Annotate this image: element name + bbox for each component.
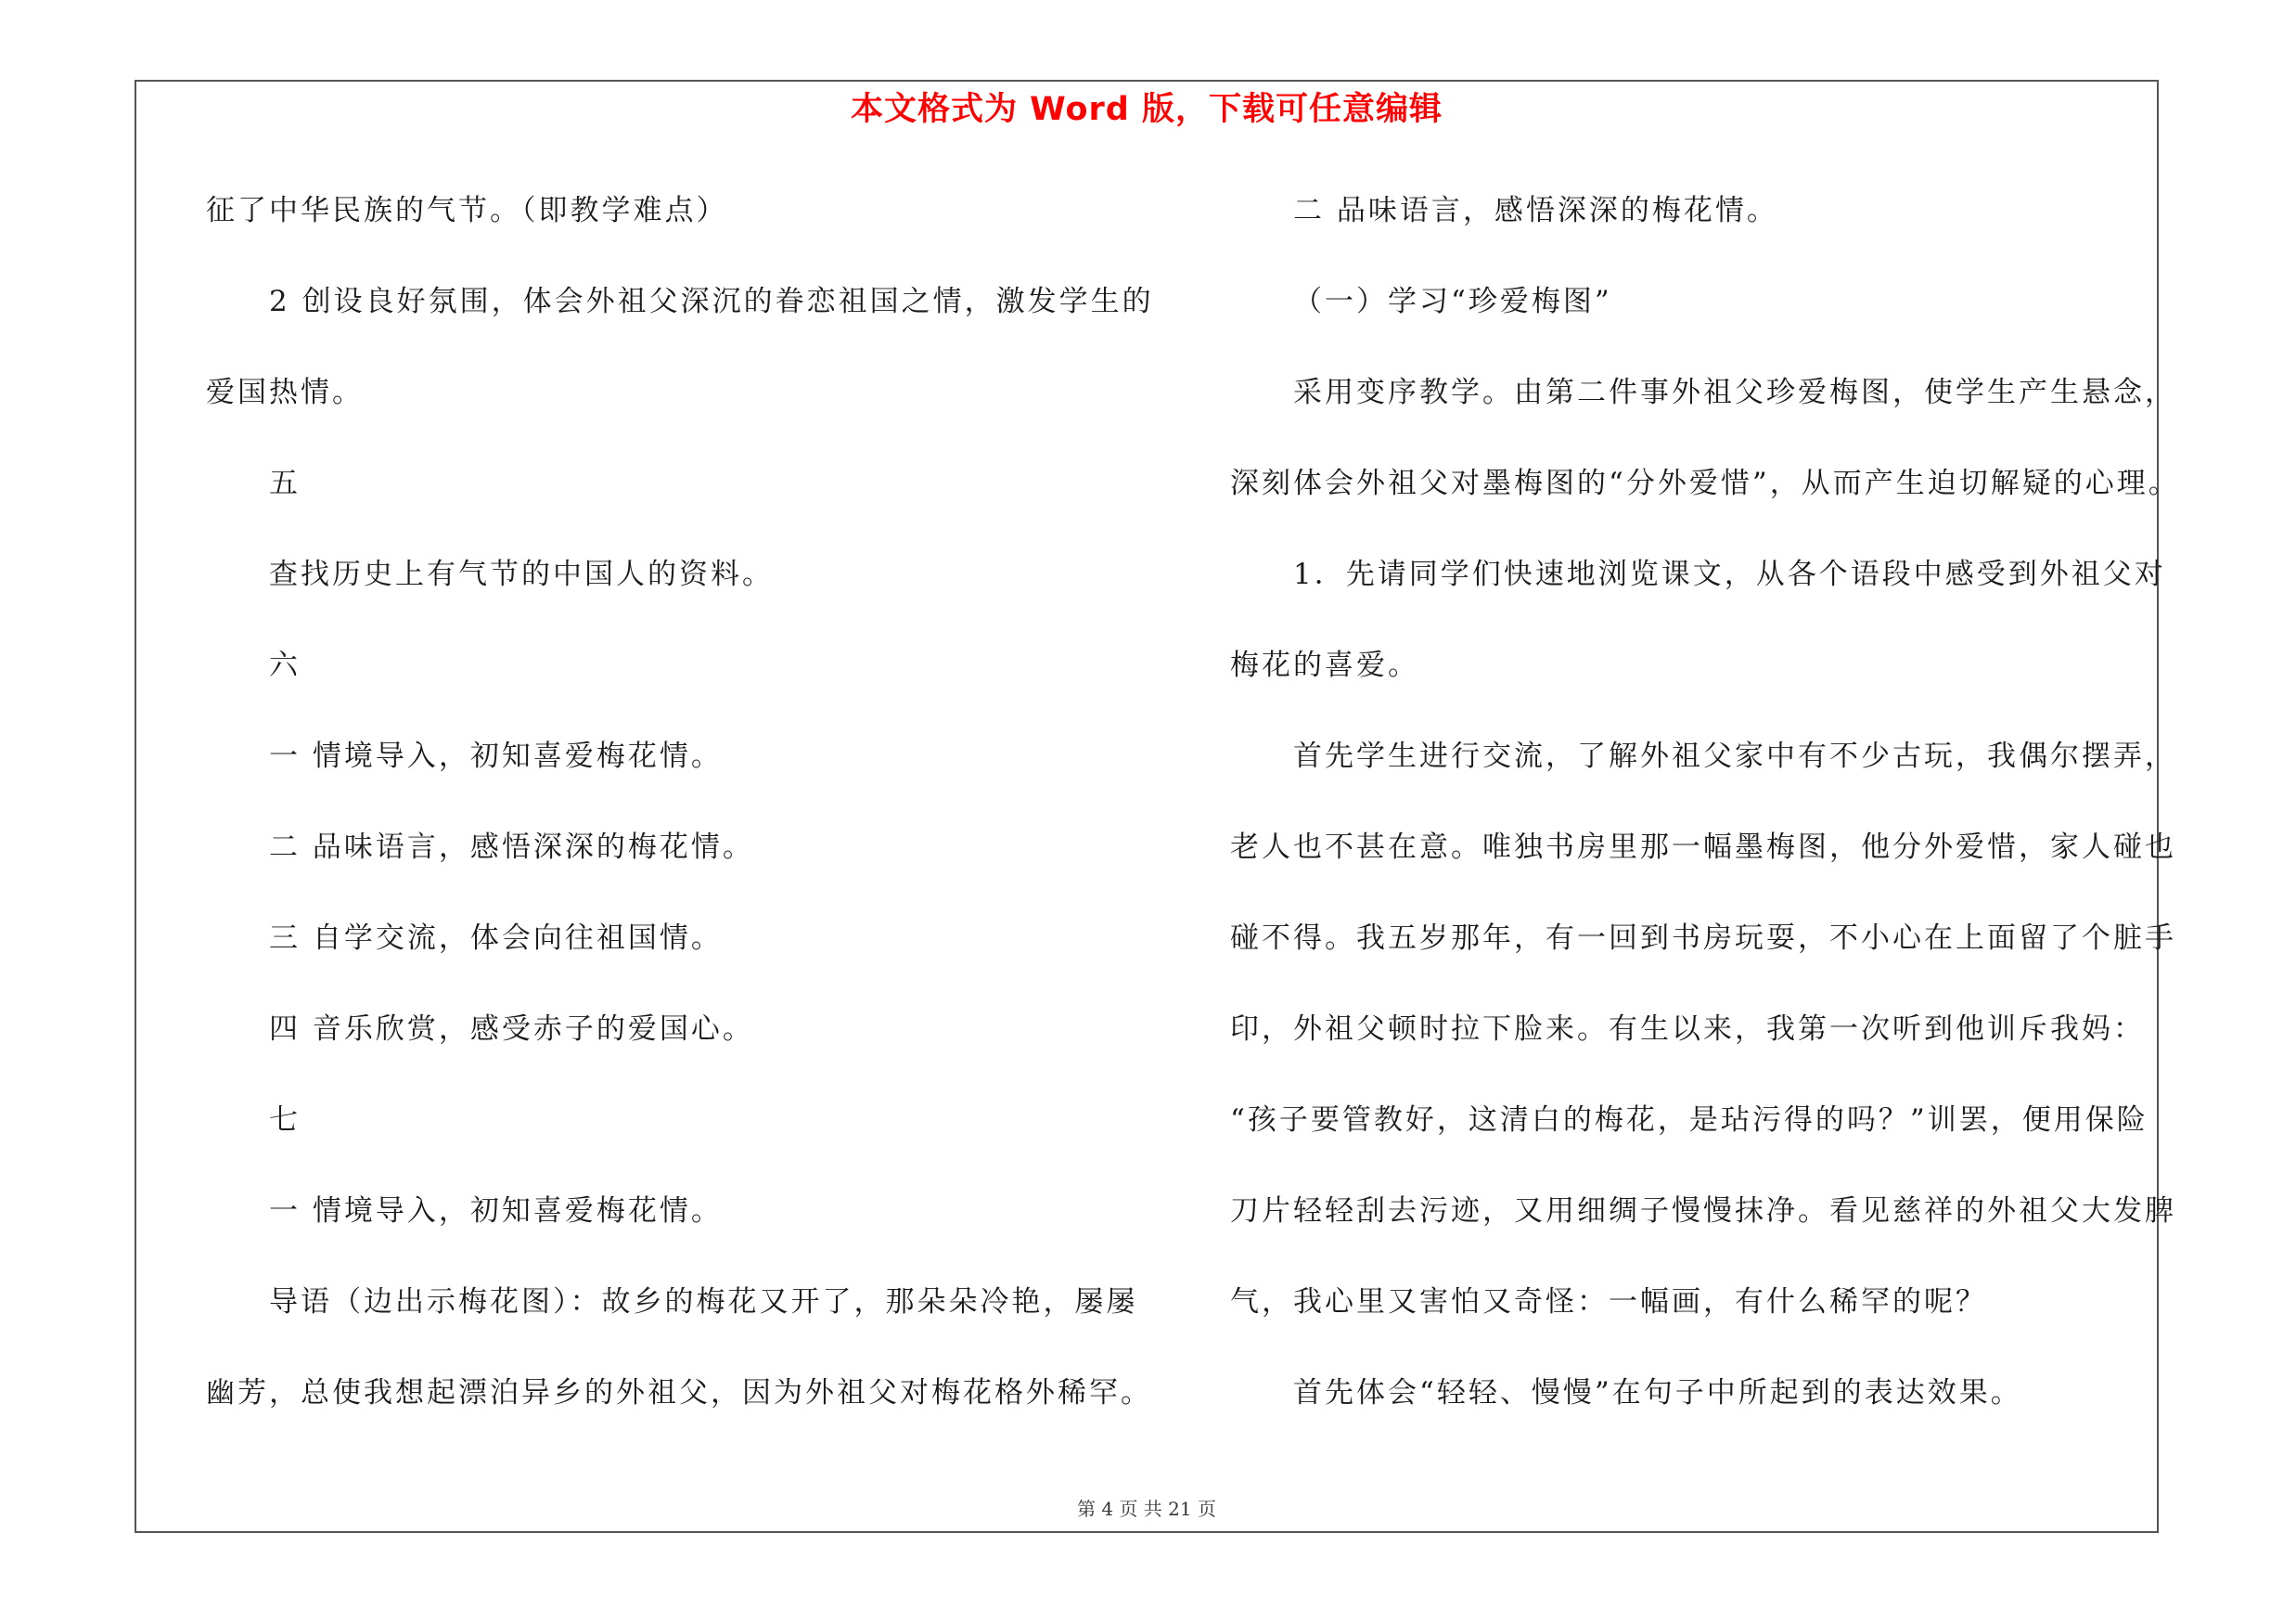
text-line: 老人也不甚在意。唯独书房里那一幅墨梅图，他分外爱惜，家人碰也 bbox=[1230, 831, 2176, 864]
section-number: 七 bbox=[269, 1103, 301, 1137]
text-line: 一 情境导入，初知喜爱梅花情。 bbox=[269, 740, 723, 773]
text-line: 首先学生进行交流，了解外祖父家中有不少古玩，我偶尔摆弄， bbox=[1293, 740, 2176, 773]
format-banner: 本文格式为 Word 版，下载可任意编辑 bbox=[850, 91, 1443, 128]
page-number: 第 4 页 共 21 页 bbox=[1077, 1498, 1216, 1520]
text-line: 二 品味语言，感悟深深的梅花情。 bbox=[1293, 194, 1778, 227]
text-line: （一）学习“珍爱梅图” bbox=[1293, 285, 1612, 318]
text-line: 二 品味语言，感悟深深的梅花情。 bbox=[269, 831, 754, 864]
text-line: 刀片轻轻刮去污迹，又用细绸子慢慢抹净。看见慈祥的外祖父大发脾 bbox=[1230, 1194, 2176, 1228]
text-line: 1．先请同学们快速地浏览课文，从各个语段中感受到外祖父对 bbox=[1293, 558, 2166, 591]
section-number: 五 bbox=[269, 467, 301, 500]
text-line: 查找历史上有气节的中国人的资料。 bbox=[269, 558, 774, 591]
text-line: “孩子要管教好，这清白的梅花，是玷污得的吗？”训罢，便用保险 bbox=[1230, 1103, 2148, 1137]
text-line: 导语（边出示梅花图）：故乡的梅花又开了，那朵朵冷艳，屡屡 bbox=[269, 1285, 1138, 1319]
text-line: 一 情境导入，初知喜爱梅花情。 bbox=[269, 1194, 723, 1228]
text-line: 气，我心里又害怕又奇怪：一幅画，有什么稀罕的呢？ bbox=[1230, 1285, 1987, 1319]
text-line: 四 音乐欣赏，感受赤子的爱国心。 bbox=[269, 1012, 754, 1046]
text-line: 梅花的喜爱。 bbox=[1230, 649, 1419, 682]
text-line: 首先体会“轻轻、慢慢”在句子中所起到的表达效果。 bbox=[1293, 1376, 2022, 1410]
text-line: 采用变序教学。由第二件事外祖父珍爱梅图，使学生产生悬念， bbox=[1293, 376, 2176, 409]
text-line: 幽芳，总使我想起漂泊异乡的外祖父，因为外祖父对梅花格外稀罕。 bbox=[206, 1376, 1152, 1410]
text-line: 征了中华民族的气节。（即教学难点） bbox=[206, 194, 728, 227]
text-line: 印，外祖父顿时拉下脸来。有生以来，我第一次听到他训斥我妈： bbox=[1230, 1012, 2145, 1046]
text-line: 爱国热情。 bbox=[206, 376, 364, 409]
text-line: 碰不得。我五岁那年，有一回到书房玩耍，不小心在上面留了个脏手 bbox=[1230, 921, 2176, 955]
text-line: 深刻体会外祖父对墨梅图的“分外爱惜”，从而产生迫切解疑的心理。 bbox=[1230, 467, 2180, 500]
section-number: 六 bbox=[269, 649, 301, 682]
text-line: 三 自学交流，体会向往祖国情。 bbox=[269, 921, 723, 955]
text-line: 2 创设良好氛围，体会外祖父深沉的眷恋祖国之情，激发学生的 bbox=[269, 285, 1154, 318]
